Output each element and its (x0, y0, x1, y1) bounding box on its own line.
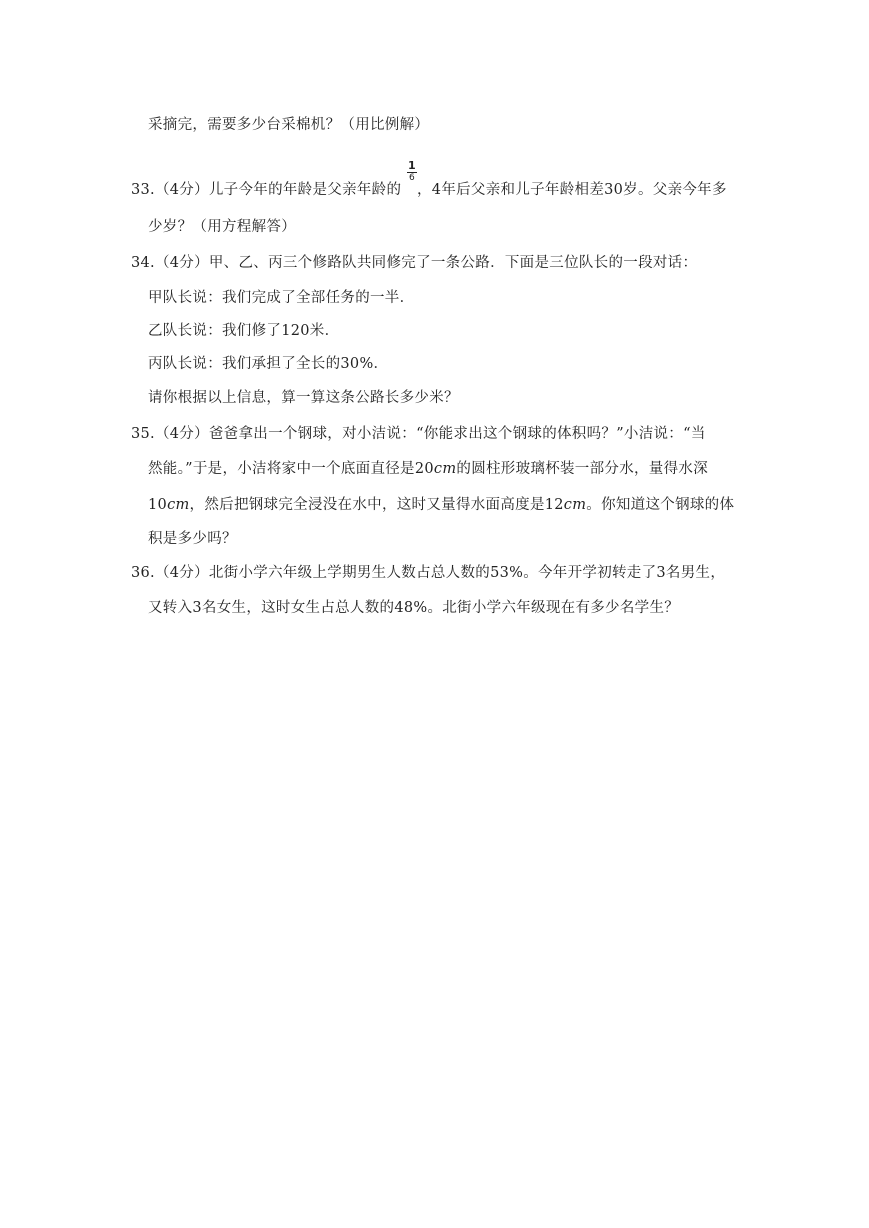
q32-tail: 采摘完，需要多少台采棉机？（用比例解） (148, 117, 430, 133)
q35-line-1: 35.（4分）爸爸拿出一个钢球，对小洁说：“你能求出这个钢球的体积吗？”小洁说：“当 (131, 426, 706, 442)
q36-line-1: 36.（4分）北街小学六年级上学期男生人数占总人数的53%。今年开学初转走了3名男生， (131, 565, 726, 581)
unit-cm-1: cm (433, 461, 457, 477)
q35-text-b: 的圆柱形玻璃杯装一部分水，量得水深 (456, 461, 709, 477)
unit-cm-3: cm (563, 497, 587, 513)
q34-dialog-a: 甲队长说：我们完成了全部任务的一半． (148, 290, 415, 306)
fraction-numerator: 1 (408, 159, 416, 172)
q34-dialog-c: 丙队长说：我们承担了全长的30%． (148, 356, 389, 372)
q35-text-c: 10 (148, 497, 168, 513)
q35-text-e: 。你知道这个钢球的体 (586, 497, 735, 513)
q34-dialog-b: 乙队长说：我们修了120米． (148, 323, 340, 339)
q36-line-2: 又转入3名女生，这时女生占总人数的48%。北街小学六年级现在有多少名学生？ (148, 600, 680, 616)
q33-line-2: 少岁？（用方程解答） (148, 219, 296, 235)
fraction-one-sixth (407, 160, 417, 183)
unit-cm-2: cm (167, 497, 190, 513)
q33-text-b: ，4年后父亲和儿子年龄相差30岁。父亲今年多 (417, 182, 727, 198)
q33-line-1b (417, 178, 727, 199)
q35-text-d: ，然后把钢球完全浸没在水中，这时又量得水面高度是12 (189, 497, 564, 513)
q35-text-a: 然能。”于是，小洁将家中一个底面直径是20 (148, 461, 434, 477)
q34-line-1: 34.（4分）甲、乙、丙三个修路队共同修完了一条公路．下面是三位队长的一段对话： (131, 255, 698, 271)
q33-line-1 (131, 178, 401, 199)
q35-line-2 (148, 457, 708, 478)
q34-question: 请你根据以上信息，算一算这条公路长多少米？ (148, 390, 459, 406)
fraction-denominator: 6 (408, 173, 415, 183)
q33-text-a: 33.（4分）儿子今年的年龄是父亲年龄的 (131, 182, 402, 198)
q35-line-3 (148, 493, 734, 514)
q35-line-4: 积是多少吗？ (148, 531, 237, 547)
